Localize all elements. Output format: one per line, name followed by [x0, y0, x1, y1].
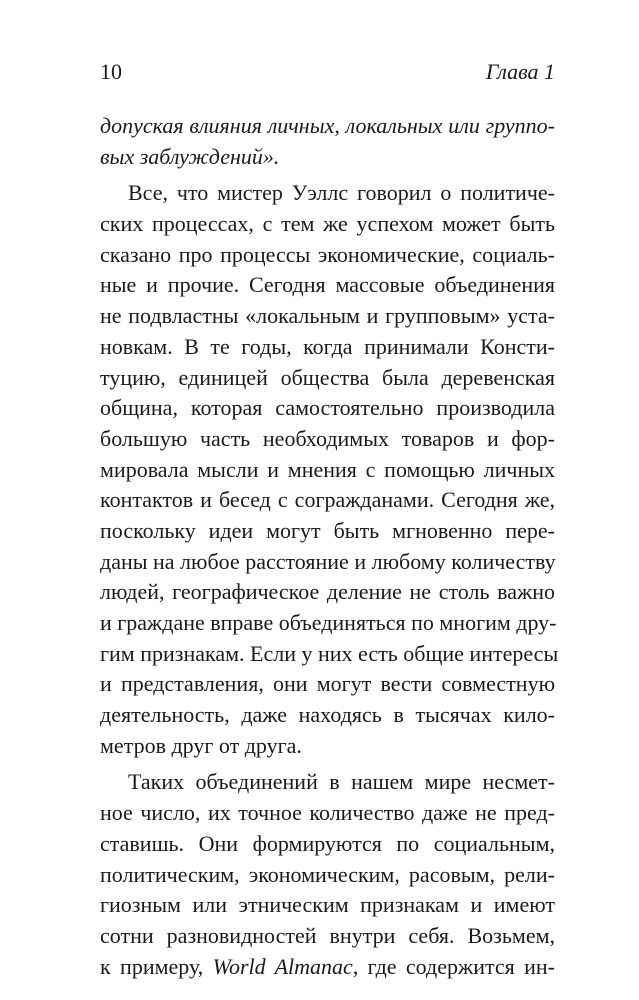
- text-line: Таких объединений в нашем мире несмет-: [128, 769, 555, 795]
- text-line: не подвластны «локальным и групповым» уста-: [100, 303, 555, 329]
- page-number: 10: [100, 59, 122, 84]
- text-line: община, которая самостоятельно производила: [100, 395, 555, 421]
- text-line: сотни разновидностей внутри себя. Возьмем,: [100, 922, 555, 948]
- text-line: даны на любое расстояние и любому количеству: [100, 548, 556, 574]
- text-line-with-italic-title: [100, 952, 555, 983]
- text-line: вых заблуждений».: [100, 143, 280, 169]
- text-line: большую часть необходимых товаров и фор-: [100, 425, 555, 451]
- chapter-title: Глава 1: [485, 59, 555, 84]
- text-line: ских процессах, с тем же успехом может быть: [100, 211, 555, 237]
- paragraph: [100, 767, 555, 982]
- text-line: Все, что мистер Уэллс говорил о политиче-: [128, 180, 555, 206]
- text-line: мировала мысли и мнения с помощью личных: [100, 456, 555, 482]
- publication-title: World Almanac: [212, 953, 353, 979]
- text-line: и граждане вправе объединяться по многим дру-: [100, 610, 557, 635]
- body-text: [100, 111, 559, 982]
- text-segment: , где содержится ин-: [352, 953, 555, 979]
- text-line: туцию, единицей общества была деревенская: [100, 364, 555, 390]
- paragraph-quote-continuation: [100, 111, 555, 172]
- text-line: деятельность, даже находясь в тысячах кило-: [100, 702, 555, 728]
- text-line: людей, географическое деление не столь важно: [100, 579, 555, 605]
- text-line: гим признакам. Если у них есть общие интересы: [100, 640, 559, 666]
- paragraph: [100, 178, 559, 761]
- text-line: и представления, они могут вести совместную: [100, 671, 555, 697]
- text-line: сказано про процессы экономические, социаль-: [100, 241, 555, 267]
- text-line: гиозным или этническим признакам и имеют: [100, 892, 555, 918]
- text-segment: к примеру,: [100, 953, 213, 979]
- text-line: допуская влияния личных, локальных или группо-: [100, 113, 555, 138]
- text-line: контактов и бесед с согражданами. Сегодня же,: [100, 487, 555, 513]
- page-header: [100, 58, 555, 86]
- text-line: ные и прочие. Сегодня массовые объединения: [100, 272, 555, 298]
- text-line: ное число, их точное количество даже не пред-: [100, 800, 555, 826]
- text-line: политическим, экономическим, расовым, рели-: [100, 861, 555, 887]
- text-line: поскольку идеи могут быть мгновенно пере-: [100, 517, 555, 543]
- text-line: новкам. В те годы, когда принимали Консти-: [100, 333, 555, 359]
- text-line: ставишь. Они формируются по социальным,: [100, 830, 555, 856]
- text-line: метров друг от друга.: [100, 732, 302, 758]
